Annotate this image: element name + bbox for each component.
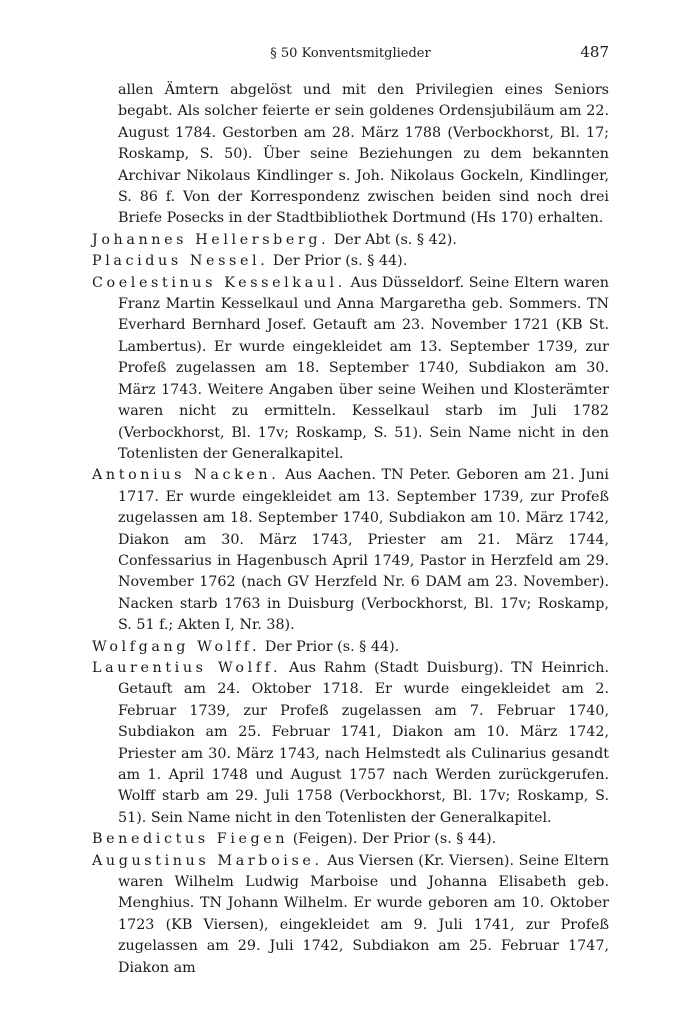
entry-hellersberg	[92, 230, 609, 251]
entry-marboise	[92, 851, 609, 979]
entry-fiegen	[92, 829, 609, 850]
entry-name: Augustinus Marboise.	[92, 852, 323, 869]
entry-text: Aus Aachen. TN Peter. Geboren am 21. Juni 1717. Er wurde eingekleidet am 13. September 1739, zur Profeß zugelassen am 18. September 1740, Subdiakon am 10. März 1742, Diakon am 30. März 1743, Priester am 21. März 1744, Confessarius in Hagenbusch April 1749, Pastor in Herzfeld am 29. November 1762 (nach GV Herzfeld Nr. 6 DAM am 23. November). Nacken starb 1763 in Duisburg (Verbockhorst, Bl. 17v; Roskamp, S. 51 f.; Akten I, Nr. 38).	[118, 467, 610, 634]
entry-text: Der Prior (s. § 44).	[272, 253, 408, 270]
running-head	[92, 43, 609, 65]
entry-nessel	[92, 251, 609, 272]
entry-nacken	[92, 465, 609, 636]
entry-text: Der Prior (s. § 44).	[264, 638, 400, 655]
entry-continuation	[92, 80, 609, 230]
entry-wolfgang-wolff	[92, 637, 609, 658]
entry-name: Johannes Hellersberg.	[92, 231, 330, 248]
entry-name: Placidus Nessel.	[92, 253, 269, 270]
entry-name: Wolfgang Wolff.	[92, 638, 261, 655]
page-number: 487	[580, 43, 609, 61]
body-text	[92, 80, 609, 979]
entry-text: Der Abt (s. § 42).	[333, 231, 457, 248]
entry-name: Coelestinus Kesselkaul.	[92, 274, 346, 291]
entry-kesselkaul	[92, 273, 609, 466]
entry-text: (Feigen). Der Prior (s. § 44).	[292, 831, 497, 848]
entry-laurentius-wolff	[92, 658, 609, 829]
entry-text: allen Ämtern abgelöst und mit den Privilegien eines Seniors begabt. Als solcher feierte er sein goldenes Ordensjubiläum am 22. August 1784. Gestorben am 28. März 1788 (Verbockhorst, Bl. 17; Roskamp, S. 50). Über seine Beziehungen zu dem bekannten Archivar Nikolaus Kindlinger s. Joh. Nikolaus Gockeln, Kindlinger, S. 86 f. Von der Korrespondenz zwischen beiden sind noch drei Briefe Posecks in der Stadtbibliothek Dortmund (Hs 170) erhalten.	[118, 82, 609, 227]
section-title: § 50 Konventsmitglieder	[270, 46, 431, 61]
entry-name: Antonius Nacken.	[92, 467, 280, 484]
entry-text: Aus Viersen (Kr. Viersen). Seine Eltern waren Wilhelm Ludwig Marboise und Johanna Elisabeth geb. Menghius. TN Johann Wilhelm. Er wurde geboren am 10. Oktober 1723 (KB Viersen), eingekleidet am 9. Juli 1741, zur Profeß zugelassen am 29. Juli 1742, Subdiakon am 25. Februar 1747, Diakon am	[118, 852, 610, 976]
entry-name: Benedictus Fiegen	[92, 831, 289, 848]
entry-name: Laurentius Wolff.	[92, 659, 282, 676]
entry-text: Aus Rahm (Stadt Duisburg). TN Heinrich. Getauft am 24. Oktober 1718. Er wurde eingekleidet am 2. Februar 1739, zur Profeß zugelassen am 7. Februar 1740, Subdiakon am 25. Februar 1741, Diakon am 10. März 1742, Priester am 30. März 1743, nach Helmstedt als Culinarius gesandt am 1. April 1748 und August 1757 nach Werden zurückgerufen. Wolff starb am 29. Juli 1758 (Verbockhorst, Bl. 17v; Roskamp, S. 51). Sein Name nicht in den Totenlisten der Generalkapitel.	[118, 659, 610, 826]
entry-text: Aus Düsseldorf. Seine Eltern waren Franz Martin Kesselkaul und Anna Margaretha geb. Sommers. TN Everhard Bernhard Josef. Getauft am 23. November 1721 (KB St. Lambertus). Er wurde eingekleidet am 13. September 1739, zur Profeß zugelassen am 18. September 1740, Subdiakon am 30. März 1743. Weitere Angaben über seine Weihen und Klosterämter waren nicht zu ermitteln. Kesselkaul starb im Juli 1782 (Verbockhorst, Bl. 17v; Roskamp, S. 51). Sein Name nicht in den Totenlisten der Generalkapitel.	[118, 274, 609, 462]
